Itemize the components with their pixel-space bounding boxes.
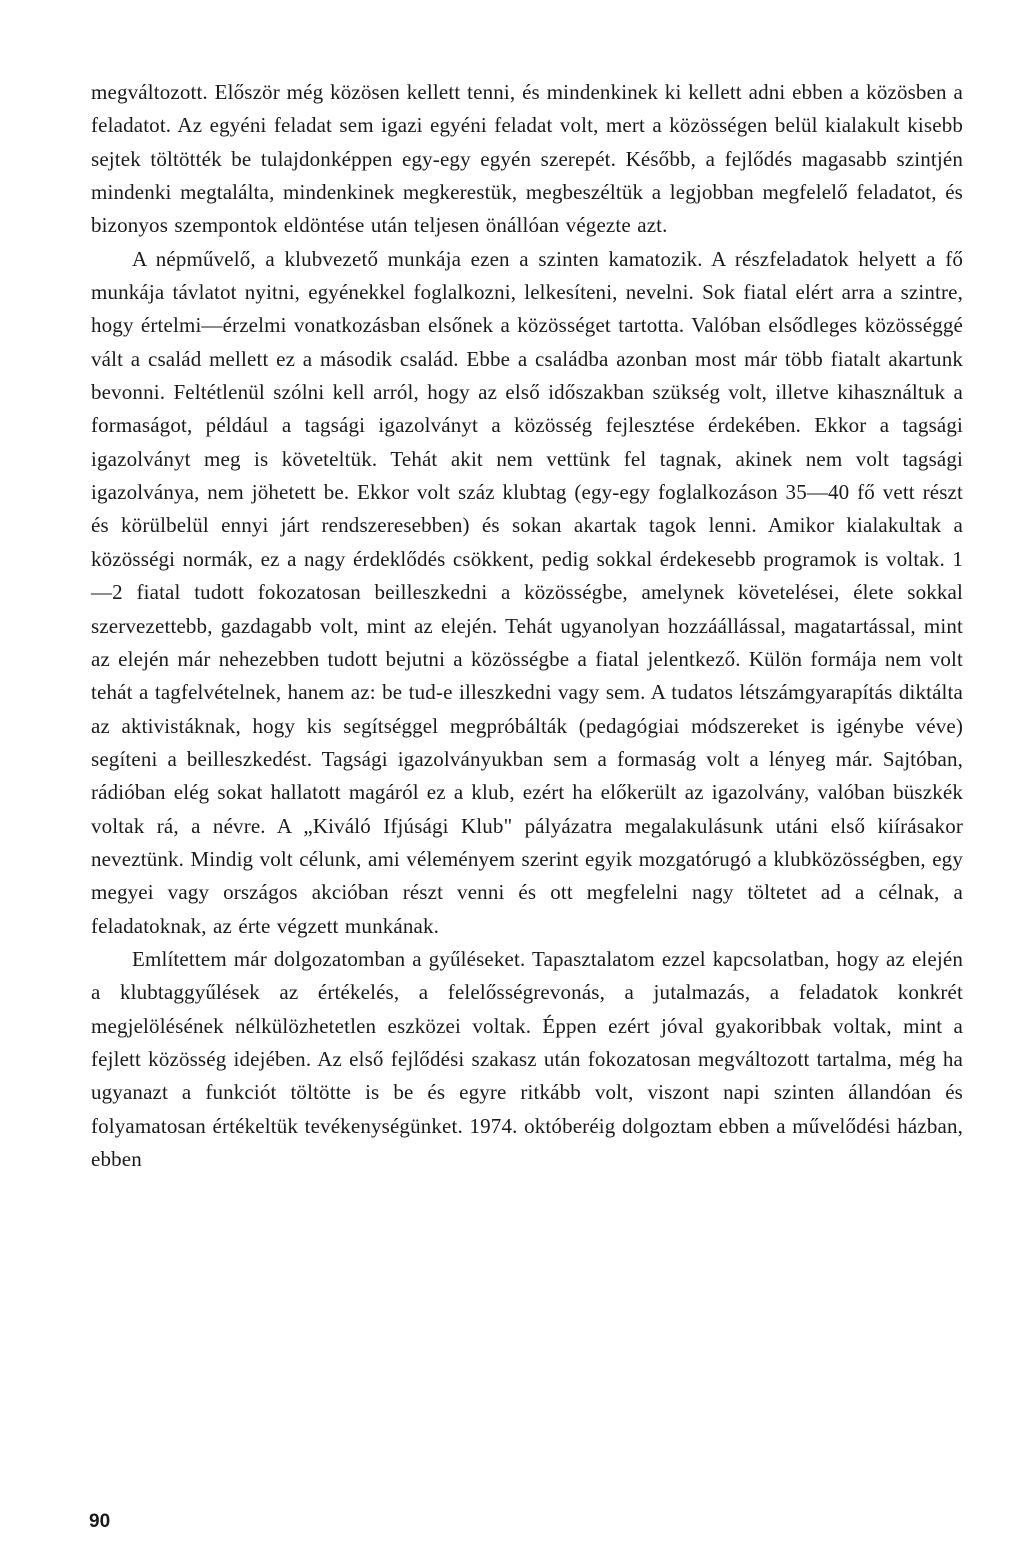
paragraph-1: megváltozott. Először még közösen kellett tenni, és mindenkinek ki kellett adni ebben a közösben a feladatot. Az egyéni feladat sem igazi egyéni feladat volt, mert a közösségen belül kialakult kisebb sejtek töltötték be tulajdonképpen egy-egy egyén szerepét. Később, a fejlődés magasabb szintjén mindenki megtalálta, mindenkinek megkerestük, megbeszéltük a legjobban megfelelő feladatot, és bizonyos szempontok eldöntése után teljesen önállóan végezte azt.: [91, 80, 963, 238]
body-text: [91, 76, 963, 1176]
page-number: 90: [89, 1511, 111, 1532]
paragraph-3: Említettem már dolgozatomban a gyűléseket. Tapasztalatom ezzel kapcsolatban, hogy az elején a klubtaggyűlések az értékelés, a felelősségrevonás, a jutalmazás, a feladatok konkrét megjelölésének nélkülözhetetlen eszközei voltak. Éppen ezért jóval gyakoribbak voltak, mint a fejlett közösség idejében. Az első fejlődési szakasz után fokozatosan megváltozott tartalma, még ha ugyanazt a funkciót töltötte is be és egyre ritkább volt, viszont napi szinten állandóan és folyamatosan értékeltük tevékenységünket. 1974. októberéig dolgoztam ebben a művelődési házban, ebben: [91, 946, 963, 1171]
paragraph-2: A népművelő, a klubvezető munkája ezen a szinten kamatozik. A részfeladatok helyett a fő munkája távlatot nyitni, egyénekkel foglalkozni, lelkesíteni, nevelni. Sok fiatal elért arra a szintre, hogy értelmi—érzelmi vonatkozásban elsőnek a közösséget tartotta. Valóban elsődleges közösséggé vált a család mellett ez a második család. Ebbe a családba azonban most már több fiatalt akartunk bevonni. Feltétlenül szólni kell arról, hogy az első időszakban szükség volt, illetve kihasználtuk a formaságot, például a tagsági igazolványt a közösség fejlesztése érdekében. Ekkor a tagsági igazolványt meg is követeltük. Tehát akit nem vettünk fel tagnak, akinek nem volt tagsági igazolványa, nem jöhetett be. Ekkor volt száz klubtag (egy-egy foglalkozáson 35—40 fő vett részt és körülbelül ennyi járt rendszeresebben) és sokan akartak tagok lenni. Amikor kialakultak a közösségi normák, ez a nagy érdeklődés csökkent, pedig sokkal érdekesebb programok is voltak. 1—2 fiatal tudott fokozatosan beilleszkedni a közösségbe, amelynek követelései, élete sokkal szervezettebb, gazdagabb volt, mint az elején. Tehát ugyanolyan hozzáállással, magatartással, mint az elején már nehezebben tudott bejutni a közösségbe a fiatal jelentkező. Külön formája nem volt tehát a tagfelvételnek, hanem az: be tud-e illeszkedni vagy sem. A tudatos létszámgyarapítás diktálta az aktivistáknak, hogy kis segítséggel megpróbálták (pedagógiai módszereket is igénybe véve) segíteni a beilleszkedést. Tagsági igazolványukban sem a formaság volt a lényeg már. Sajtóban, rádióban elég sokat hallatott magáról ez a klub, ezért ha előkerült az igazolvány, valóban büszkék voltak rá, a névre. A „Kiváló Ifjúsági Klub" pályázatra megalakulásunk utáni első kiírásakor neveztünk. Mindig volt célunk, ami véleményem szerint egyik mozgatórugó a klubközösségben, egy megyei vagy országos akcióban részt venni és ott megfelelni nagy töltetet ad a célnak, a feladatoknak, az érte végzett munkának.: [91, 246, 963, 938]
